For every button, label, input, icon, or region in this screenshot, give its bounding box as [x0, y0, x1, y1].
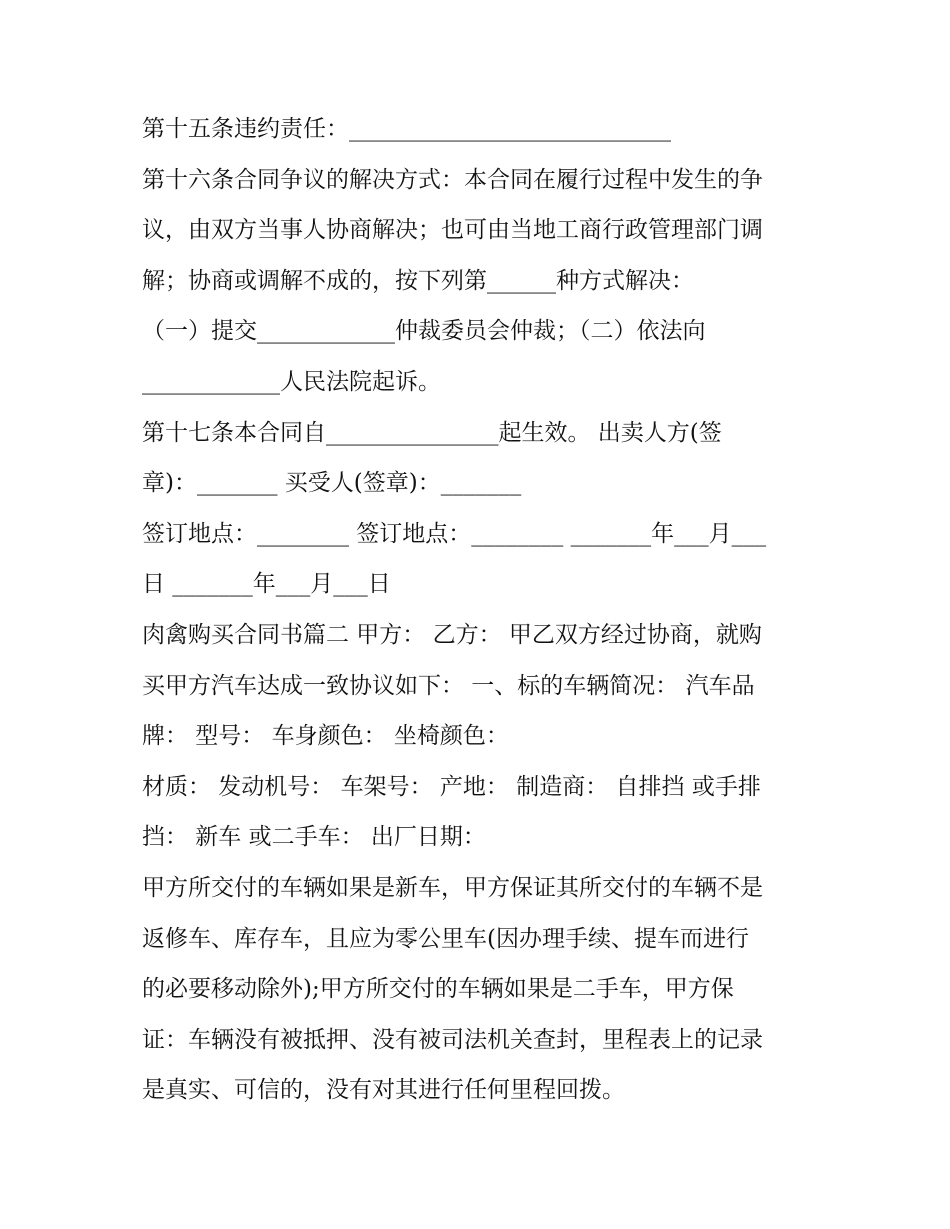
text-line: 牌： 型号： 车身颜色： 坐椅颜色： [142, 723, 509, 750]
text-line: 的必要移动除外);甲方所交付的车辆如果是二手车，甲方保 [142, 976, 734, 1003]
text-line: 甲方所交付的车辆如果是新车，甲方保证其所交付的车辆不是 [142, 874, 763, 901]
text-line: 议，由双方当事人协商解决；也可由当地工商行政管理部门调 [142, 217, 763, 244]
text-line: ____________人民法院起诉。 [142, 368, 441, 395]
text-line: 证：车辆没有被抵押、没有被司法机关查封，里程表上的记录 [142, 1026, 763, 1053]
document-body [142, 104, 822, 1116]
text-line: 肉禽购买合同书篇二 甲方： 乙方： 甲乙双方经过协商，就购 [142, 621, 762, 648]
text-line: 第十七条本合同自_______________起生效。 出卖人方(签 [142, 419, 722, 446]
text-line: 是真实、可信的，没有对其进行任何里程回拨。 [142, 1077, 625, 1104]
text-line: 解；协商或调解不成的，按下列第______种方式解决： [142, 267, 694, 294]
text-line: 材质： 发动机号： 车架号： 产地： 制造商： 自排挡 或手排 [142, 773, 761, 800]
text-line: 第十五条违约责任：____________________________ [142, 116, 671, 142]
text-line: （一）提交____________仲裁委员会仲裁；（二）依法向 [142, 318, 706, 345]
text-line: 章)：_______ 买受人(签章)：_______ [142, 470, 522, 497]
text-line: 挡： 新车 或二手车： 出厂日期： [142, 824, 486, 851]
text-line: 签订地点：________ 签订地点：________ _______年___月___ [142, 520, 767, 547]
text-line: 日 _______年___月___日 [142, 571, 391, 598]
text-line: 第十六条合同争议的解决方式：本合同在履行过程中发生的争 [142, 166, 763, 193]
text-line: 买甲方汽车达成一致协议如下： 一、标的车辆简况： 汽车品 [142, 672, 755, 699]
text-line: 返修车、库存车，且应为零公里车(因办理手续、提车而进行 [142, 925, 749, 952]
